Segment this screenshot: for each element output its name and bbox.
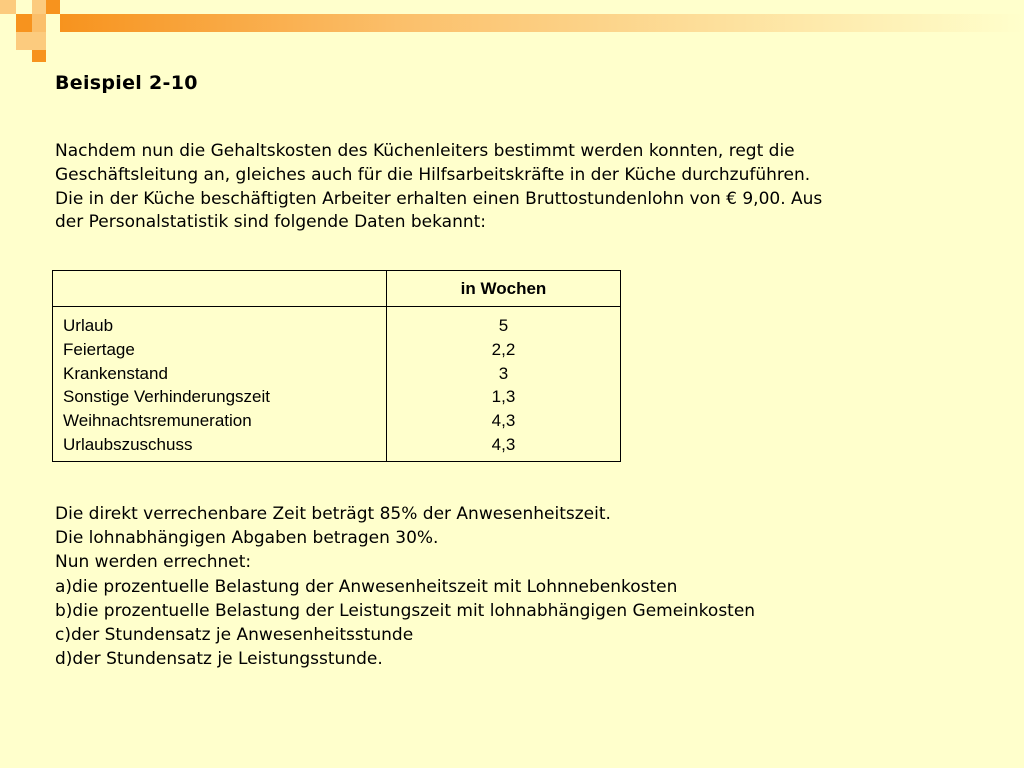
weeks-value: 2,2	[491, 339, 516, 359]
intro-line: Geschäftsleitung an, gleiches auch für die Hilfsarbeitskräfte in der Küche durchzuführen.	[55, 164, 811, 185]
weeks-values-cell	[387, 307, 621, 462]
header-decoration	[0, 0, 1024, 70]
weeks-value: 1,3	[491, 387, 516, 407]
task-line: a)die prozentuelle Belastung der Anwesenheitszeit mit Lohnnebenkosten	[55, 576, 678, 597]
task-line: b)die prozentuelle Belastung der Leistungszeit mit lohnabhängigen Gemeinkosten	[55, 600, 756, 621]
task-line: d)der Stundensatz je Leistungsstunde.	[55, 649, 383, 670]
category-label: Urlaub	[63, 316, 114, 335]
intro-line: der Personalstatistik sind folgende Daten bekannt:	[55, 212, 487, 233]
task-line: Die direkt verrechenbare Zeit beträgt 85% der Anwesenheitszeit.	[55, 504, 611, 524]
task-line: Nun werden errechnet:	[55, 552, 252, 573]
weeks-value: 4,3	[491, 411, 516, 431]
personnel-statistics-table	[52, 270, 621, 462]
weeks-value: 5	[498, 316, 509, 335]
task-paragraph	[55, 502, 985, 671]
category-label: Urlaubszuschuss	[63, 434, 193, 454]
category-labels-cell	[53, 307, 387, 462]
table-body-row	[53, 307, 621, 462]
category-label: Krankenstand	[63, 363, 168, 383]
table-header-row	[53, 271, 621, 307]
weeks-value: 4,3	[491, 434, 516, 454]
slide-title: Beispiel 2-10	[55, 72, 198, 94]
weeks-value: 3	[498, 363, 509, 383]
intro-line: Nachdem nun die Gehaltskosten des Küchenleiters bestimmt werden konnten, regt die	[55, 141, 795, 161]
task-line: c)der Stundensatz je Anwesenheitsstunde	[55, 625, 414, 646]
intro-paragraph	[55, 140, 985, 235]
table-header-weeks: in Wochen	[387, 271, 621, 307]
category-label: Sonstige Verhinderungszeit	[63, 387, 270, 407]
task-line: Die lohnabhängigen Abgaben betragen 30%.	[55, 528, 439, 549]
category-label: Feiertage	[63, 339, 135, 359]
category-label: Weihnachtsremuneration	[63, 411, 252, 431]
table-header-label	[53, 271, 387, 307]
intro-line: Die in der Küche beschäftigten Arbeiter erhalten einen Bruttostundenlohn von € 9,00. Aus	[55, 188, 823, 209]
